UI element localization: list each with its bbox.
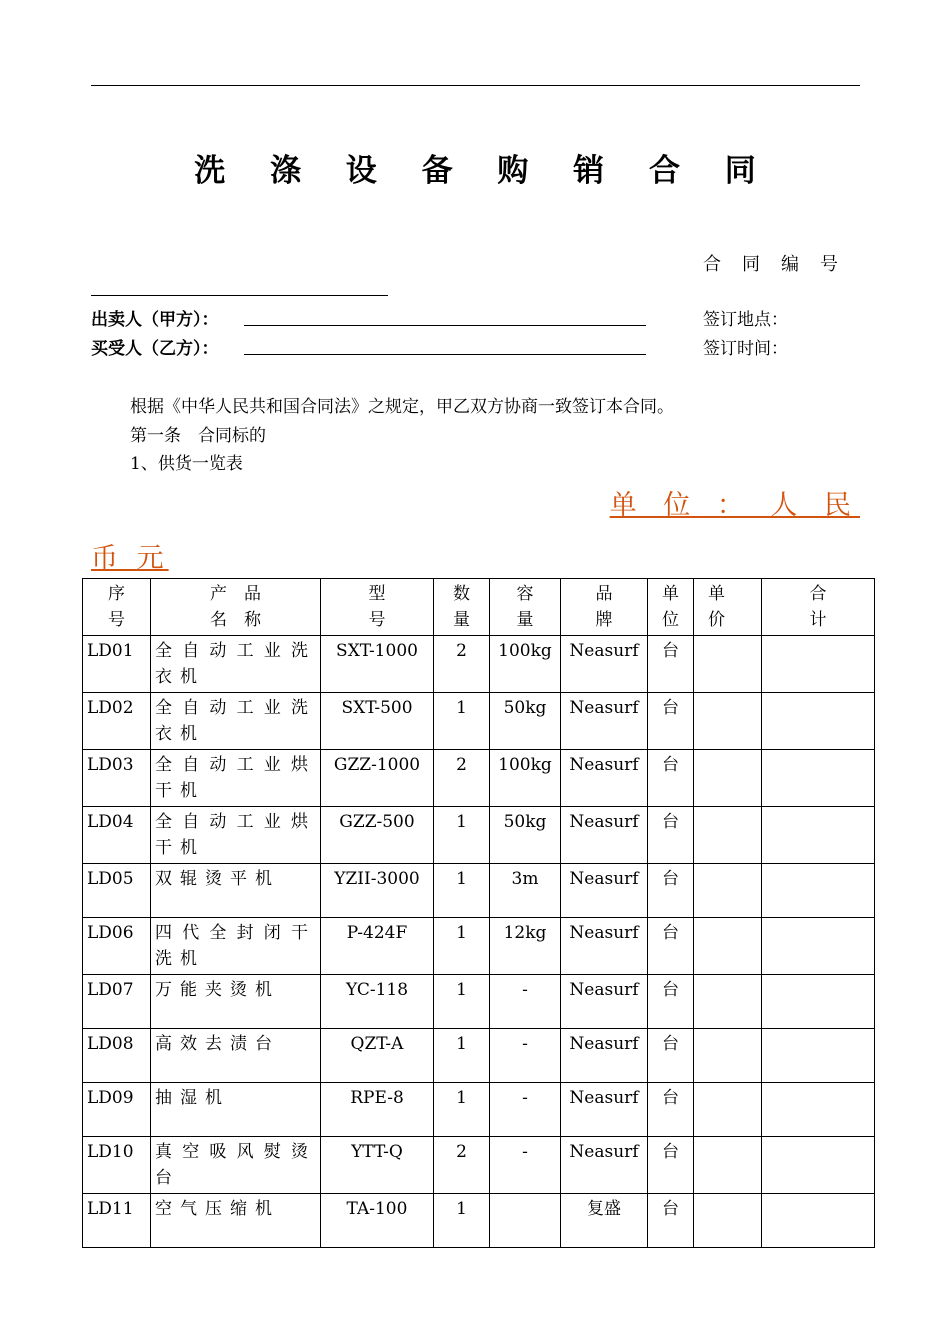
cell-total[interactable] xyxy=(762,693,875,750)
cell-price[interactable] xyxy=(694,1029,762,1083)
cell-model: P-424F xyxy=(321,918,434,975)
cell-total[interactable] xyxy=(762,1029,875,1083)
cell-unit: 台 xyxy=(648,636,694,693)
header-unit: 单 位 xyxy=(648,579,694,636)
document-title: 洗 涤 设 备 购 销 合 同 xyxy=(194,153,773,189)
cell-no: LD10 xyxy=(83,1137,151,1194)
cell-brand: Neasurf xyxy=(561,918,648,975)
sign-time-label: 签订时间： xyxy=(703,339,788,359)
header-no: 序 号 xyxy=(83,579,151,636)
cell-model: YTT-Q xyxy=(321,1137,434,1194)
currency-unit-note: 单 位 ： 人 民 xyxy=(609,490,860,521)
cell-model: QZT-A xyxy=(321,1029,434,1083)
header-model: 型 号 xyxy=(321,579,434,636)
cell-model: YC-118 xyxy=(321,975,434,1029)
cell-unit: 台 xyxy=(648,1083,694,1137)
cell-unit: 台 xyxy=(648,1194,694,1248)
cell-brand: Neasurf xyxy=(561,864,648,918)
cell-name: 双辊烫平机 xyxy=(151,864,321,918)
cell-model: RPE-8 xyxy=(321,1083,434,1137)
table-row xyxy=(83,1083,875,1137)
table-row xyxy=(83,693,875,750)
cell-unit: 台 xyxy=(648,1137,694,1194)
cell-total[interactable] xyxy=(762,750,875,807)
header-name: 产 品 名 称 xyxy=(151,579,321,636)
cell-price[interactable] xyxy=(694,975,762,1029)
cell-unit: 台 xyxy=(648,918,694,975)
cell-qty: 2 xyxy=(434,1137,490,1194)
cell-model: YZII-3000 xyxy=(321,864,434,918)
cell-name: 全自动工业洗衣机 xyxy=(151,693,321,750)
cell-capacity: 50kg xyxy=(490,807,561,864)
cell-brand: Neasurf xyxy=(561,807,648,864)
header-brand: 品 牌 xyxy=(561,579,648,636)
cell-qty: 1 xyxy=(434,918,490,975)
cell-unit: 台 xyxy=(648,864,694,918)
cell-capacity: - xyxy=(490,975,561,1029)
table-row xyxy=(83,1137,875,1194)
cell-price[interactable] xyxy=(694,1137,762,1194)
cell-total[interactable] xyxy=(762,807,875,864)
cell-capacity xyxy=(490,1194,561,1248)
cell-unit: 台 xyxy=(648,1029,694,1083)
cell-capacity: 100kg xyxy=(490,636,561,693)
cell-capacity: - xyxy=(490,1029,561,1083)
cell-total[interactable] xyxy=(762,1194,875,1248)
table-row xyxy=(83,807,875,864)
cell-no: LD04 xyxy=(83,807,151,864)
cell-price[interactable] xyxy=(694,693,762,750)
sign-place-label: 签订地点： xyxy=(703,310,788,330)
cell-no: LD08 xyxy=(83,1029,151,1083)
cell-name: 万能夹烫机 xyxy=(151,975,321,1029)
cell-name: 全自动工业洗衣机 xyxy=(151,636,321,693)
cell-unit: 台 xyxy=(648,750,694,807)
cell-price[interactable] xyxy=(694,864,762,918)
seller-label: 出卖人（甲方）： xyxy=(91,310,219,330)
cell-qty: 1 xyxy=(434,1029,490,1083)
cell-brand: Neasurf xyxy=(561,975,648,1029)
cell-unit: 台 xyxy=(648,807,694,864)
cell-name: 抽湿机 xyxy=(151,1083,321,1137)
table-header-row xyxy=(83,579,875,636)
cell-model: GZZ-500 xyxy=(321,807,434,864)
cell-brand: Neasurf xyxy=(561,636,648,693)
table-row xyxy=(83,1194,875,1248)
cell-price[interactable] xyxy=(694,1083,762,1137)
cell-model: GZZ-1000 xyxy=(321,750,434,807)
table-row xyxy=(83,918,875,975)
cell-total[interactable] xyxy=(762,975,875,1029)
buyer-field-line[interactable] xyxy=(244,354,646,355)
cell-total[interactable] xyxy=(762,636,875,693)
cell-qty: 1 xyxy=(434,975,490,1029)
supply-list-title: 1、供货一览表 xyxy=(130,454,243,474)
cell-total[interactable] xyxy=(762,864,875,918)
cell-no: LD06 xyxy=(83,918,151,975)
cell-total[interactable] xyxy=(762,1083,875,1137)
cell-no: LD11 xyxy=(83,1194,151,1248)
cell-no: LD05 xyxy=(83,864,151,918)
cell-name: 全自动工业烘干机 xyxy=(151,750,321,807)
cell-name: 全自动工业烘干机 xyxy=(151,807,321,864)
cell-price[interactable] xyxy=(694,807,762,864)
table-row xyxy=(83,750,875,807)
cell-name: 四代全封闭干洗机 xyxy=(151,918,321,975)
cell-capacity: 3m xyxy=(490,864,561,918)
table-row xyxy=(83,975,875,1029)
cell-total[interactable] xyxy=(762,1137,875,1194)
currency-unit-note-cont: 币 元 xyxy=(91,543,169,574)
table-row xyxy=(83,636,875,693)
cell-no: LD07 xyxy=(83,975,151,1029)
cell-qty: 1 xyxy=(434,693,490,750)
cell-capacity: 12kg xyxy=(490,918,561,975)
contract-number-label: 合同编号 xyxy=(703,254,859,275)
cell-unit: 台 xyxy=(648,693,694,750)
header-price: 单 价 xyxy=(694,579,762,636)
article-1-heading: 第一条 合同标的 xyxy=(130,426,266,446)
header-qty: 数 量 xyxy=(434,579,490,636)
cell-capacity: 50kg xyxy=(490,693,561,750)
cell-total[interactable] xyxy=(762,918,875,975)
cell-qty: 1 xyxy=(434,1083,490,1137)
intro-paragraph: 根据《中华人民共和国合同法》之规定，甲乙双方协商一致签订本合同。 xyxy=(130,397,674,417)
cell-qty: 2 xyxy=(434,750,490,807)
cell-price[interactable] xyxy=(694,750,762,807)
seller-field-line[interactable] xyxy=(244,325,646,326)
cell-no: LD09 xyxy=(83,1083,151,1137)
cell-capacity: - xyxy=(490,1083,561,1137)
cell-model: TA-100 xyxy=(321,1194,434,1248)
header-rule xyxy=(91,85,860,86)
table-row xyxy=(83,1029,875,1083)
table-row xyxy=(83,864,875,918)
buyer-label: 买受人（乙方）： xyxy=(91,339,219,359)
cell-name: 真空吸风熨烫台 xyxy=(151,1137,321,1194)
cell-name: 高效去渍台 xyxy=(151,1029,321,1083)
cell-model: SXT-1000 xyxy=(321,636,434,693)
cell-qty: 1 xyxy=(434,864,490,918)
cell-model: SXT-500 xyxy=(321,693,434,750)
header-total: 合 计 xyxy=(762,579,875,636)
cell-brand: Neasurf xyxy=(561,1083,648,1137)
cell-brand: Neasurf xyxy=(561,1029,648,1083)
cell-name: 空气压缩机 xyxy=(151,1194,321,1248)
contract-number-line xyxy=(91,295,388,296)
cell-brand: Neasurf xyxy=(561,750,648,807)
cell-capacity: - xyxy=(490,1137,561,1194)
header-capacity: 容 量 xyxy=(490,579,561,636)
cell-price[interactable] xyxy=(694,918,762,975)
cell-qty: 1 xyxy=(434,807,490,864)
cell-price[interactable] xyxy=(694,636,762,693)
cell-qty: 1 xyxy=(434,1194,490,1248)
cell-qty: 2 xyxy=(434,636,490,693)
cell-unit: 台 xyxy=(648,975,694,1029)
cell-price[interactable] xyxy=(694,1194,762,1248)
cell-no: LD02 xyxy=(83,693,151,750)
cell-brand: Neasurf xyxy=(561,693,648,750)
supply-table xyxy=(82,578,875,1248)
cell-brand: Neasurf xyxy=(561,1137,648,1194)
cell-capacity: 100kg xyxy=(490,750,561,807)
cell-no: LD01 xyxy=(83,636,151,693)
cell-no: LD03 xyxy=(83,750,151,807)
cell-brand: 复盛 xyxy=(561,1194,648,1248)
